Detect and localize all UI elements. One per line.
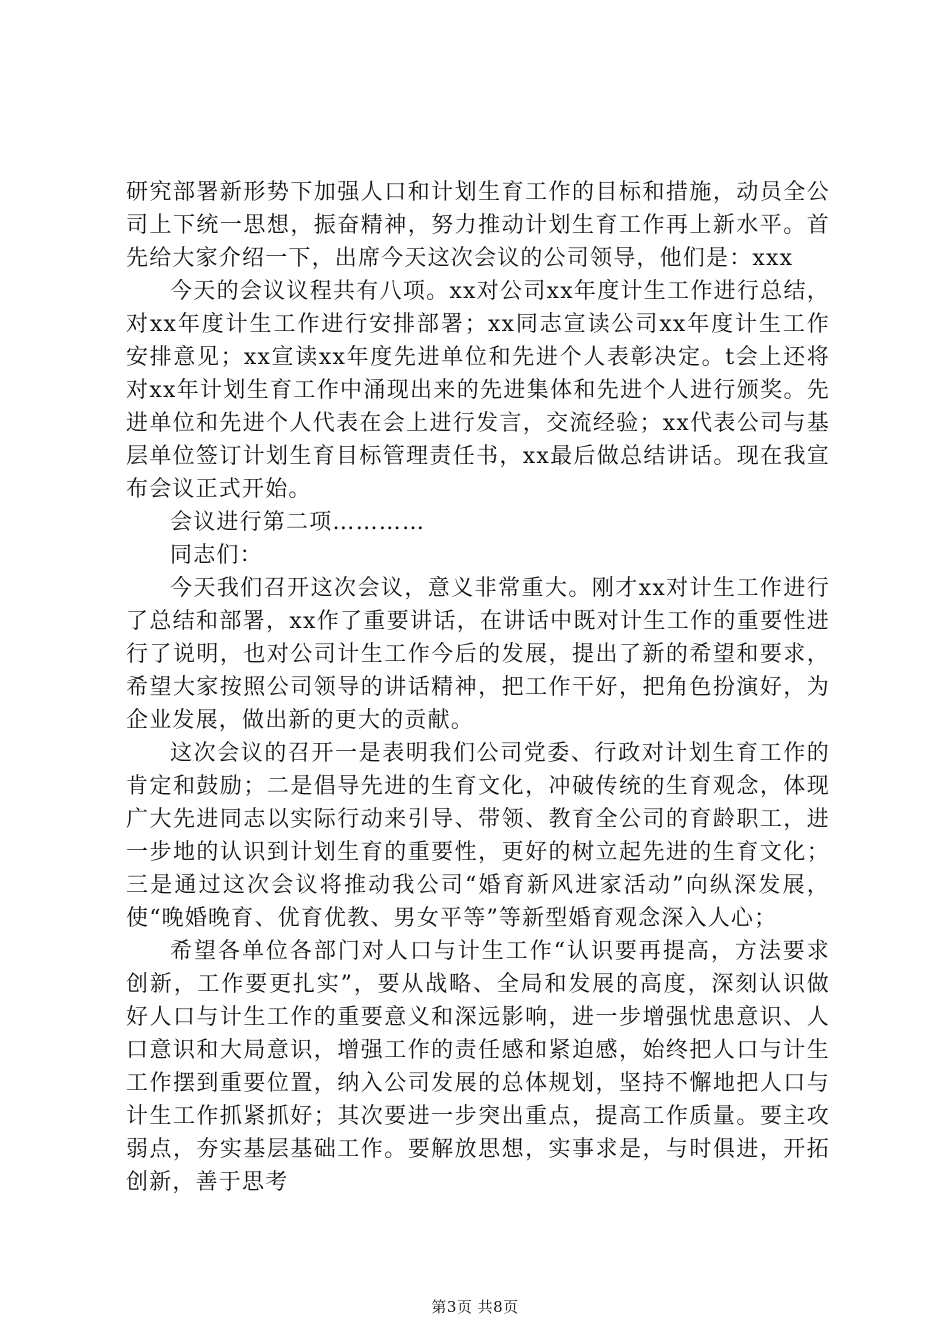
document-body [126, 176, 830, 1199]
paragraph-item-two: 会议进行第二项………… [170, 510, 426, 535]
paragraph-purpose: 这次会议的召开一是表明我们公司党委、行政对计划生育工作的肯定和鼓励；二是倡导先进的生育文化，冲破传统的生育观念，体现广大先进同志以实际行动来引导、带领、教育全公司的育龄职工，进一步地的认识到计划生育的重要性，更好的树立起先进的生育文化；三是通过这次会议将推动我公司“婚育新风进家活动”向纵深发展，使“晚婚晚育、优育优教、男女平等”等新型婚育观念深入人心； [126, 741, 830, 931]
page-footer: 第3页 共8页 [431, 1298, 519, 1316]
paragraph-significance: 今天我们召开这次会议，意义非常重大。刚才xx对计生工作进行了总结和部署，xx作了重要讲话，在讲话中既对计生工作的重要性进行了说明，也对公司计生工作今后的发展，提出了新的希望和要求，希望大家按照公司领导的讲话精神，把工作干好，把角色扮演好，为企业发展，做出新的更大的贡献。 [126, 576, 830, 733]
paragraph-expectations: 希望各单位各部门对人口与计生工作“认识要再提高，方法要求创新，工作要更扎实”，要从战略、全局和发展的高度，深刻认识做好人口与计生工作的重要意义和深远影响，进一步增强忧患意识、人口意识和大局意识，增强工作的责任感和紧迫感，始终把人口与计生工作摆到重要位置，纳入公司发展的总体规划，坚持不懈地把人口与计生工作抓紧抓好；其次要进一步突出重点，提高工作质量。要主攻弱点，夯实基层基础工作。要解放思想，实事求是，与时俱进，开拓创新，善于思考 [126, 939, 830, 1195]
paragraph-salutation: 同志们： [170, 543, 263, 568]
paragraph-agenda: 今天的会议议程共有八项。xx对公司xx年度计生工作进行总结，对xx年度计生工作进行安排部署；xx同志宣读公司xx年度计生工作安排意见；xx宣读xx年度先进单位和先进个人表彰决定。t会上还将对xx年计划生育工作中涌现出来的先进集体和先进个人进行颁奖。先进单位和先进个人代表在会上进行发言，交流经验；xx代表公司与基层单位签订计划生育目标管理责任书，xx最后做总结讲话。现在我宣布会议正式开始。 [126, 279, 830, 502]
paragraph-continuation: 研究部署新形势下加强人口和计划生育工作的目标和措施，动员全公司上下统一思想，振奋精神，努力推动计划生育工作再上新水平。首先给大家介绍一下，出席今天这次会议的公司领导，他们是：xxx [126, 180, 830, 271]
